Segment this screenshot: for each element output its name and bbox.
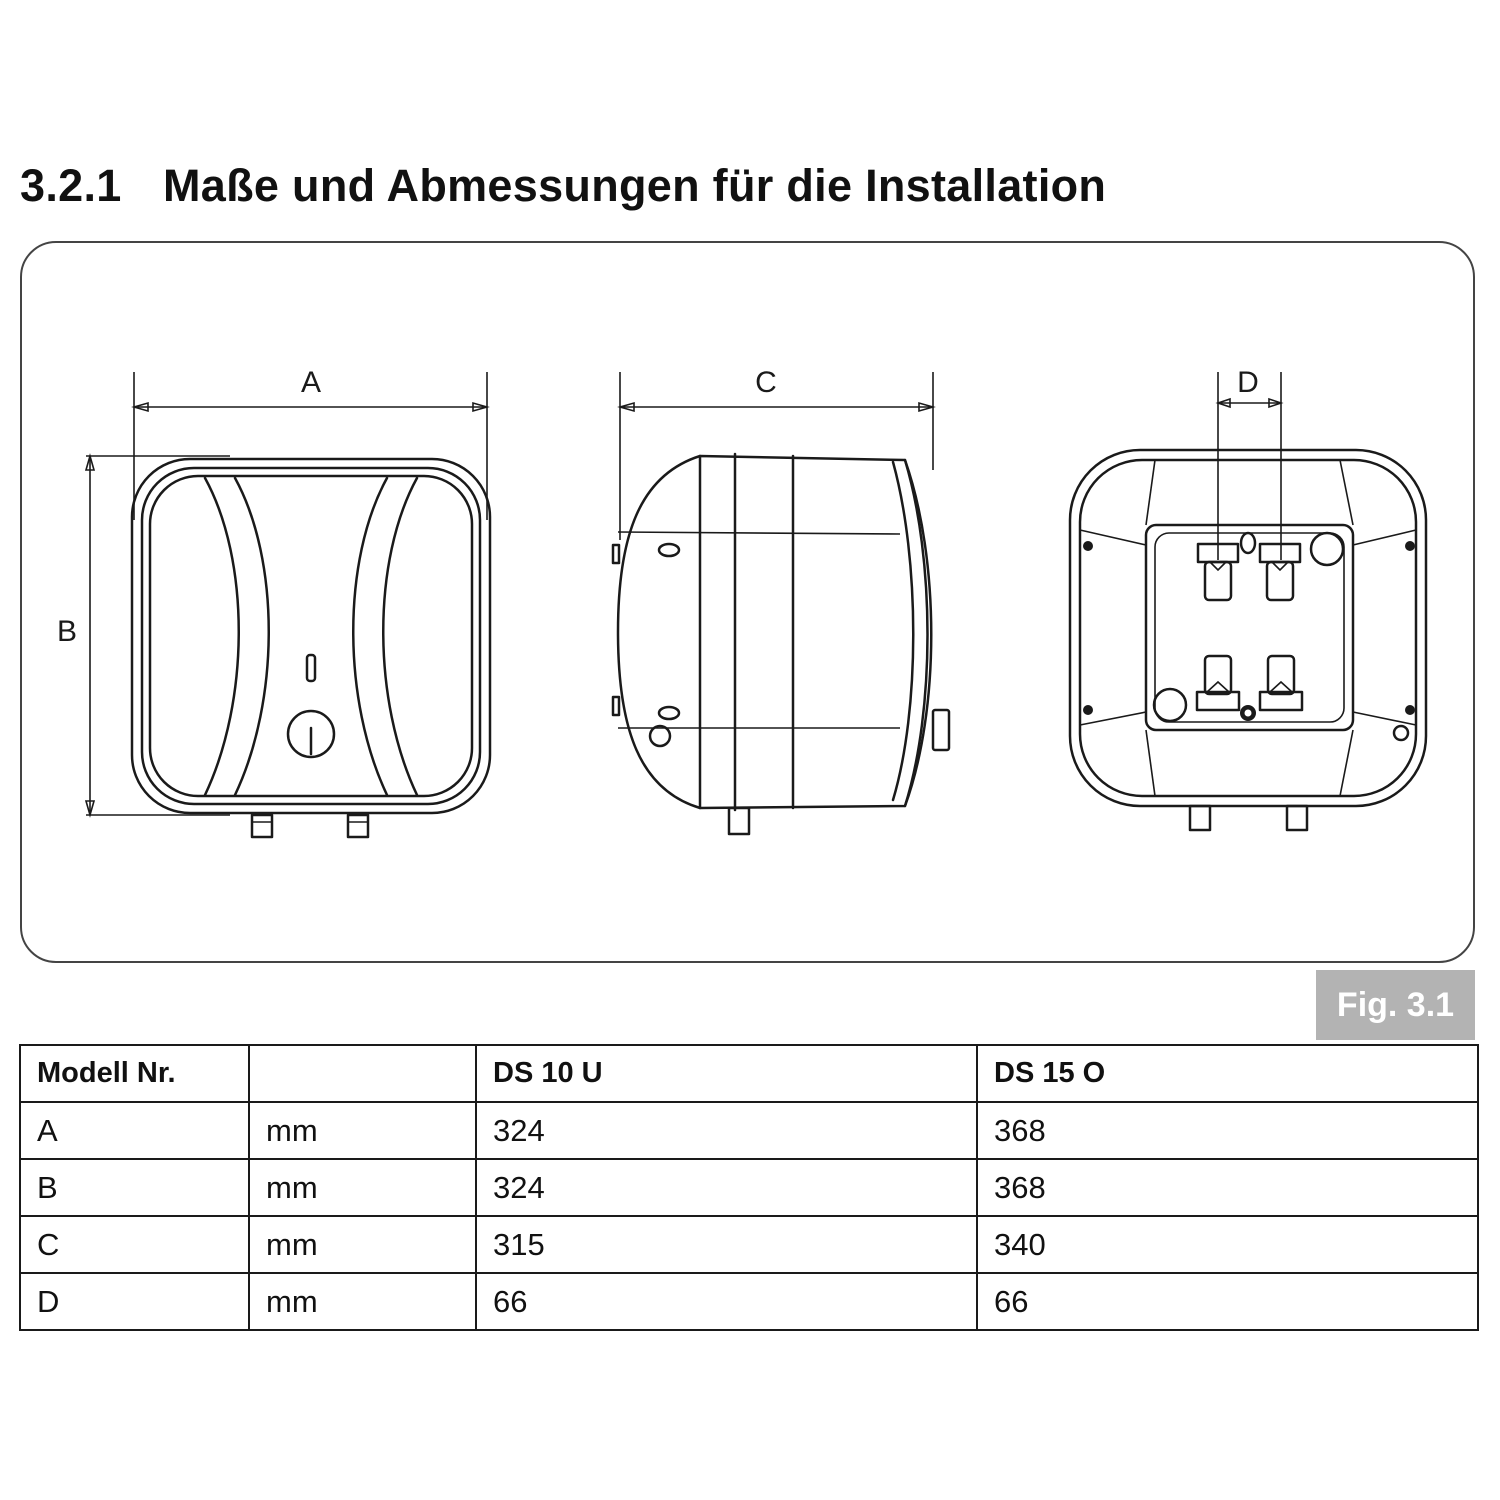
table-row <box>20 1102 1478 1159</box>
table-cell: 315 <box>476 1216 977 1273</box>
section-number: 3.2.1 <box>20 160 122 211</box>
front-view <box>57 366 490 837</box>
table-cell: 324 <box>476 1102 977 1159</box>
table-row <box>20 1273 1478 1330</box>
table-cell: mm <box>249 1102 476 1159</box>
dimension-label-a: A <box>300 366 322 399</box>
table-cell: 324 <box>476 1159 977 1216</box>
side-view <box>613 366 949 834</box>
table-row <box>20 1159 1478 1216</box>
figure-caption: Fig. 3.1 <box>1316 970 1475 1040</box>
dimension-label-b: B <box>56 615 78 648</box>
table-cell: 66 <box>476 1273 977 1330</box>
table-cell: A <box>20 1102 249 1159</box>
section-title: Maße und Abmessungen für die Installation <box>163 160 1107 211</box>
header-model-number: Modell Nr. <box>20 1045 249 1102</box>
table-header-row <box>20 1045 1478 1102</box>
table-cell: mm <box>249 1273 476 1330</box>
table-cell: C <box>20 1216 249 1273</box>
table-row <box>20 1216 1478 1273</box>
header-ds-10-u: DS 10 U <box>476 1045 977 1102</box>
dimension-label-c: C <box>755 366 777 399</box>
dimensions-table <box>19 1044 1479 1331</box>
header-ds-15-o: DS 15 O <box>977 1045 1478 1102</box>
table-cell: 66 <box>977 1273 1478 1330</box>
table-cell: mm <box>249 1159 476 1216</box>
table-cell: mm <box>249 1216 476 1273</box>
rear-view <box>1070 366 1426 830</box>
dimension-label-d: D <box>1237 366 1259 399</box>
table-cell: 340 <box>977 1216 1478 1273</box>
table-cell: 368 <box>977 1159 1478 1216</box>
header-unit <box>249 1045 476 1102</box>
table-cell: D <box>20 1273 249 1330</box>
table-cell: 368 <box>977 1102 1478 1159</box>
table-cell: B <box>20 1159 249 1216</box>
